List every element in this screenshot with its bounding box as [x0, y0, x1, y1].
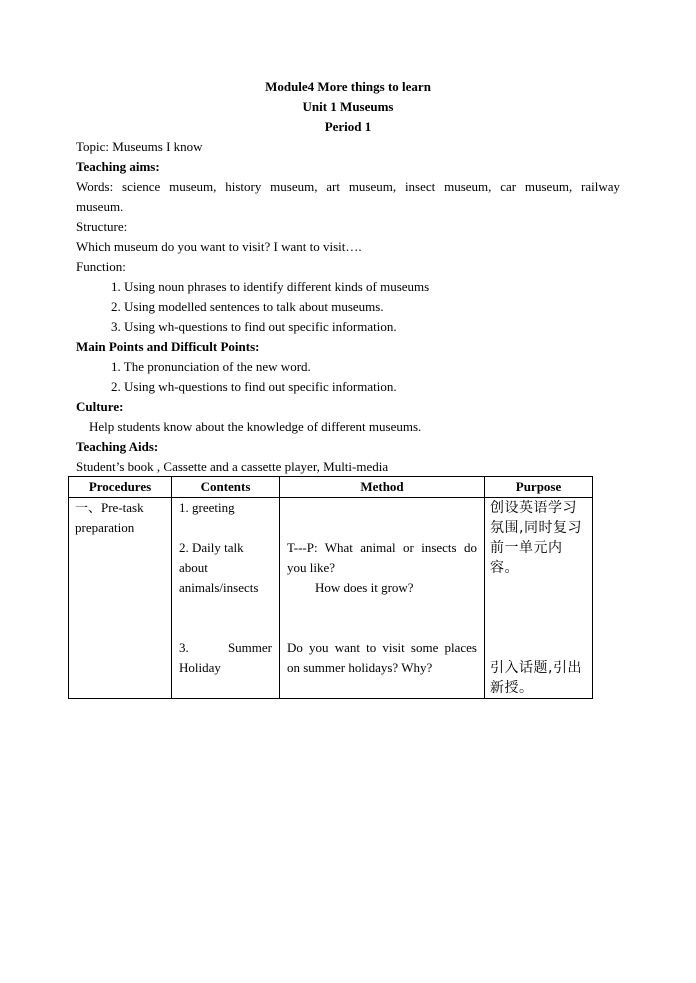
main-point-item-1: 1. The pronunciation of the new word. — [111, 359, 311, 374]
contents-cell — [172, 498, 280, 699]
header-purpose: Purpose — [485, 477, 593, 498]
content-summer-1: 3. Summer — [179, 640, 272, 655]
procedure-line-2: preparation — [75, 520, 135, 535]
purpose-1-line-1: 创设英语学习 — [490, 500, 577, 516]
procedure-line-1: 一、Pre-task — [75, 500, 144, 515]
header-procedures: Procedures — [69, 477, 172, 498]
period-title: Period 1 — [324, 119, 372, 134]
unit-title: Unit 1 Museums — [302, 99, 394, 114]
structure-text: Which museum do you want to visit? I want to visit…. — [76, 239, 362, 254]
words-line-2: museum. — [76, 199, 124, 214]
structure-label: Structure: — [76, 219, 128, 234]
culture-text: Help students know about the knowledge of different museums. — [89, 419, 422, 434]
function-item-1: 1. Using noun phrases to identify different kinds of museums — [111, 279, 430, 294]
table-header-row — [69, 477, 593, 498]
procedure-cell — [69, 498, 172, 699]
topic-line: Topic: Museums I know — [76, 139, 203, 154]
method-summer-1: Do you want to visit some places — [287, 640, 477, 655]
content-summer-2: Holiday — [179, 660, 221, 675]
method-cell — [280, 498, 485, 699]
table-row — [69, 498, 593, 699]
purpose-3-line-2: 新授。 — [490, 680, 534, 696]
content-greeting: 1. greeting — [179, 500, 235, 515]
main-points-heading: Main Points and Difficult Points: — [76, 339, 260, 354]
header-method: Method — [280, 477, 485, 498]
function-item-2: 2. Using modelled sentences to talk about museums. — [111, 299, 384, 314]
function-label: Function: — [76, 259, 126, 274]
method-daily-1: T---P: What animal or insects do — [287, 540, 477, 555]
purpose-3-line-1: 引入话题,引出 — [490, 660, 582, 676]
purpose-1-line-3: 前一单元内容。 — [490, 540, 563, 576]
module-title: Module4 More things to learn — [265, 79, 431, 94]
content-daily-talk-3: animals/insects — [179, 580, 259, 595]
content-daily-talk-1: 2. Daily talk — [179, 540, 244, 555]
method-daily-3: How does it grow? — [315, 580, 414, 595]
content-daily-talk-2: about — [179, 560, 208, 575]
function-item-3: 3. Using wh-questions to find out specific information. — [111, 319, 397, 334]
method-daily-2: you like? — [287, 560, 336, 575]
teaching-aims-heading: Teaching aims: — [76, 159, 160, 174]
culture-heading: Culture: — [76, 399, 124, 414]
main-point-item-2: 2. Using wh-questions to find out specific information. — [111, 379, 397, 394]
words-line-1: Words: science museum, history museum, art museum, insect museum, car museum, railway — [76, 179, 620, 194]
lesson-plan-table — [68, 476, 593, 699]
purpose-1-line-2: 氛围,同时复习 — [490, 520, 582, 536]
purpose-cell — [485, 498, 593, 699]
header-contents: Contents — [172, 477, 280, 498]
teaching-aids-heading: Teaching Aids: — [76, 439, 159, 454]
teaching-aids-text: Student’s book , Cassette and a cassette player, Multi-media — [76, 459, 389, 474]
method-summer-2: on summer holidays? Why? — [287, 660, 433, 675]
